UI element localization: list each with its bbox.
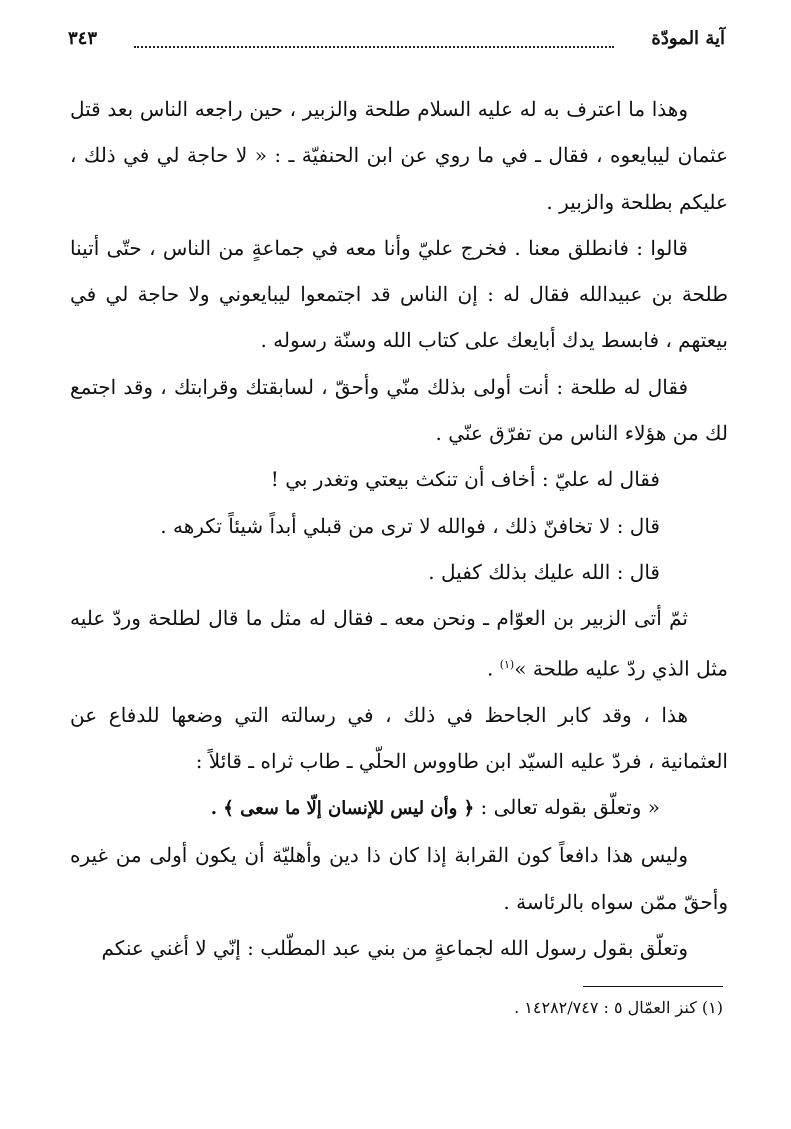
paragraph-3: فقال له طلحة : أنت أولى بذلك منّي وأحقّ ، لسابقتك وقرابتك ، وقد اجتمع لك من هؤلاء الناس من تفرّق عنّي . [70, 374, 728, 446]
footnote-separator [583, 986, 723, 987]
main-text [70, 86, 728, 971]
paragraph-8: هذا ، وقد كابر الجاحظ في ذلك ، في رسالته التي وضعها للدفاع عن العثمانية ، فردّ عليه السيّد ابن طاووس الحلّي ـ طاب ثراه ـ قائلاً : [70, 702, 728, 773]
footnote-marker: (١) [499, 657, 515, 671]
page-number: ٣٤٣ [68, 28, 98, 49]
paragraph-10: وليس هذا دافعاً كون القرابة إذا كان ذا دين وأهليّة أن يكون أولى من غيره وأحقّ ممّن سواه بالرئاسة . [70, 843, 728, 914]
paragraph-1: وهذا ما اعترف به له عليه السلام طلحة والزبير ، حين راجعه الناس بعد قتل عثمان ليبايعوه ، فقال ـ في ما روي عن ابن الحنفيّة ـ : « لا حاجة لي في ذلك ، عليكم بطلحة والزبير . [70, 97, 728, 214]
paragraph-4: فقال له عليّ : أخاف أن تنكث بيعتي وتغدر بي ! [270, 467, 660, 492]
quran-verse: ﴿ وأن ليس للإنسان إلّا ما سعى ﴾ . [210, 798, 475, 820]
paragraph-6: قال : الله عليك بذلك كفيل . [428, 559, 660, 584]
header-dot-leader [134, 46, 614, 48]
paragraph-7-end: . [486, 656, 500, 681]
quote-line [70, 784, 728, 832]
paragraph-7 [70, 595, 728, 691]
paragraph-11: وتعلّق بقول رسول الله لجماعةٍ من بني عبد المطّلب : إنّي لا أغني عنكم [101, 936, 688, 960]
paragraph-2: قالوا : فانطلق معنا . فخرج عليّ وأنا معه في جماعةٍ من الناس ، حتّى أتينا طلحة بن عبيدالله فقال له : إن الناس قد اجتمعوا ليبايعوني ولا حاجة لي في بيعتهم ، فابسط يدك أبايعك على كتاب الله وسنّة رسوله . [70, 235, 728, 353]
running-header-title: آية المودّة [651, 28, 725, 49]
paragraph-7-text: ثمّ أتى الزبير بن العوّام ـ ونحن معه ـ فقال له مثل ما قال لطلحة وردّ عليه مثل الذي ردّ عليه طلحة » [70, 606, 728, 681]
footnote: (١) كنز العمّال ٥ : ١٤٢٨٢/٧٤٧ . [514, 998, 723, 1017]
paragraph-5: قال : لا تخافنّ ذلك ، فوالله لا ترى من قبلي أبداً شيئاً تكرهه . [160, 513, 660, 538]
quote-intro: « وتعلّق بقوله تعالى : [474, 795, 660, 820]
